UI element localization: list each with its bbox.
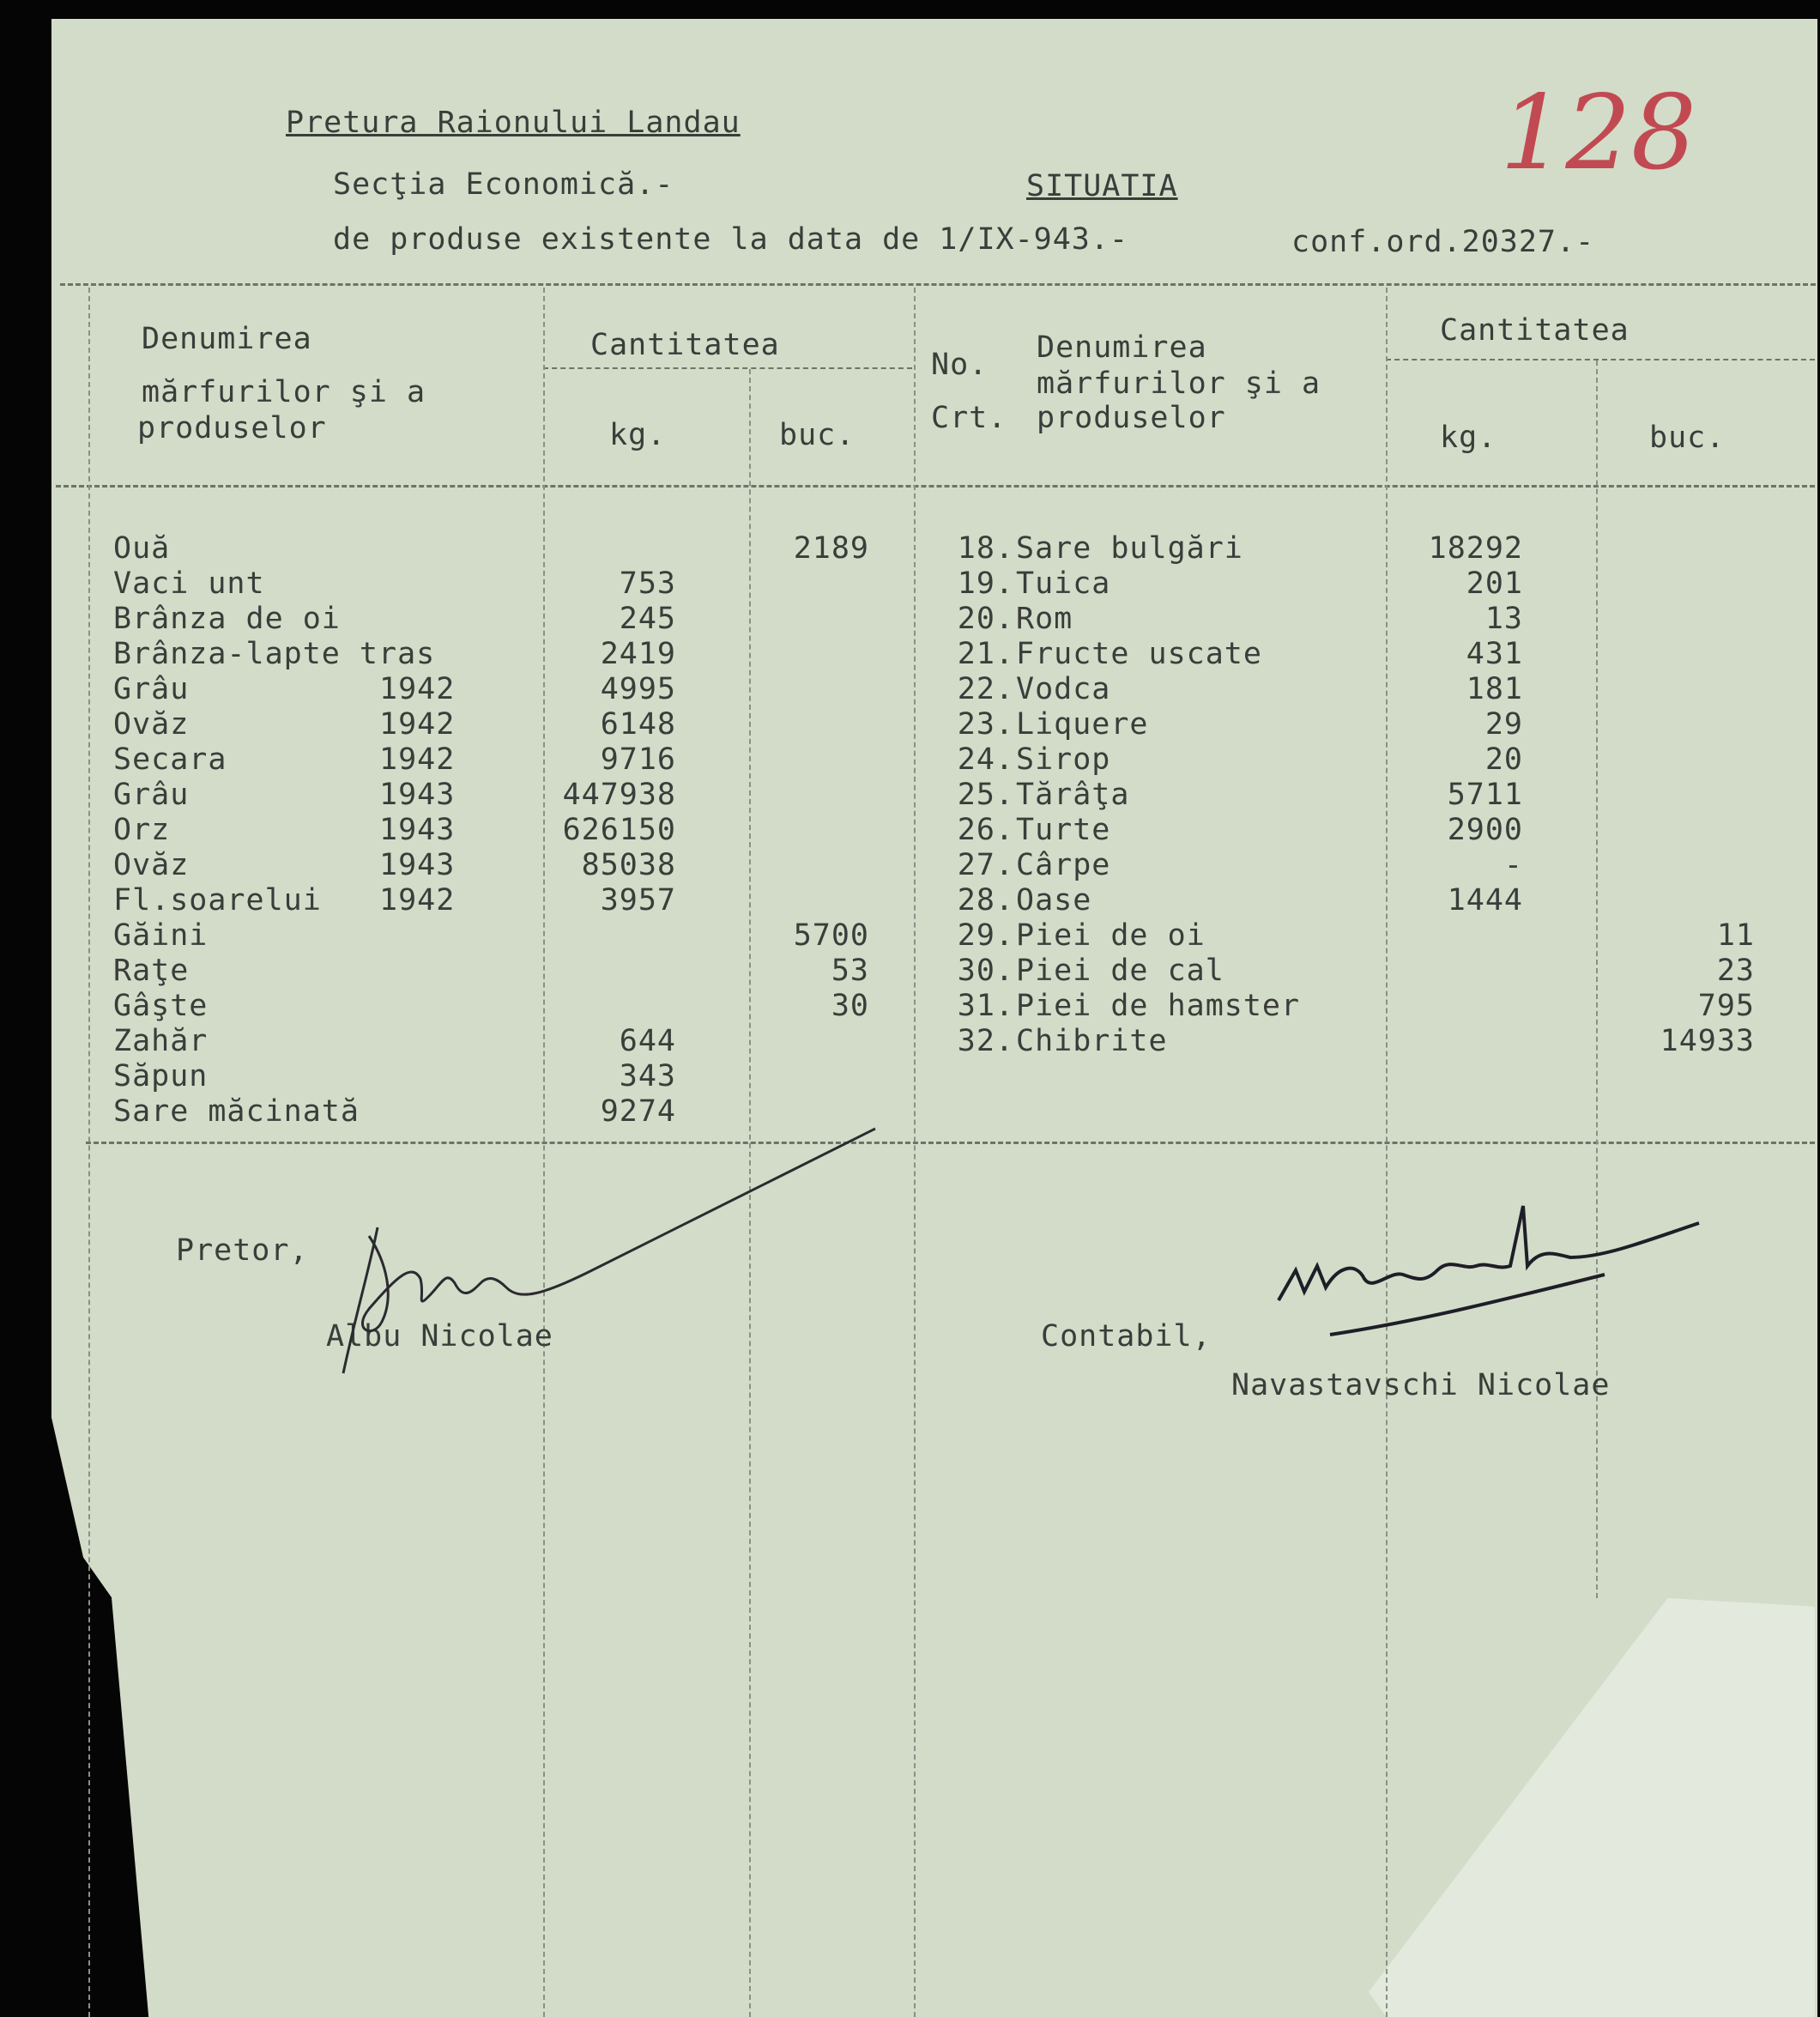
left-row-name: Vaci unt xyxy=(113,566,265,601)
left-row-kg: 6148 xyxy=(600,707,676,742)
right-row-number: 21. xyxy=(957,637,1014,671)
contabil-signature xyxy=(1244,1172,1708,1352)
left-row-kg: 626150 xyxy=(562,813,676,847)
right-row-name: Sare bulgări xyxy=(1016,531,1243,566)
left-row-kg: 245 xyxy=(619,602,676,636)
right-row-buc: 14933 xyxy=(1660,1024,1755,1058)
left-row-name: Brânza-lapte tras xyxy=(113,637,436,671)
left-row-name: Brânza de oi xyxy=(113,602,341,636)
right-buc-header: buc. xyxy=(1649,421,1726,455)
left-row-name: Fl.soarelui xyxy=(113,883,322,918)
right-row-number: 19. xyxy=(957,566,1014,601)
left-row-year: 1942 xyxy=(379,742,456,777)
left-row-year: 1942 xyxy=(379,672,456,706)
right-row-name: Vodca xyxy=(1016,672,1111,706)
right-row-number: 29. xyxy=(957,918,1014,953)
pretor-name: Albu Nicolae xyxy=(326,1319,553,1354)
left-row-name: Raţe xyxy=(113,954,190,988)
table-top-rule xyxy=(60,283,1816,286)
left-row-kg: 753 xyxy=(619,566,676,601)
right-row-number: 30. xyxy=(957,954,1014,988)
column-rule xyxy=(88,288,90,2017)
right-row-kg: 18292 xyxy=(1428,531,1523,566)
right-kg-header: kg. xyxy=(1440,421,1497,455)
left-row-kg: 4995 xyxy=(600,672,676,706)
left-buc-header: buc. xyxy=(779,418,856,452)
right-row-name: Piei de hamster xyxy=(1016,989,1301,1023)
right-row-number: 20. xyxy=(957,602,1014,636)
left-row-year: 1942 xyxy=(379,707,456,742)
pretor-label: Pretor, xyxy=(176,1233,309,1268)
right-row-number: 24. xyxy=(957,742,1014,777)
left-row-name: Săpun xyxy=(113,1059,209,1093)
right-row-kg: 181 xyxy=(1466,672,1523,706)
left-row-buc: 5700 xyxy=(793,918,869,953)
left-row-kg: 85038 xyxy=(581,848,676,882)
left-row-kg: 9274 xyxy=(600,1094,676,1129)
right-row-kg: 431 xyxy=(1466,637,1523,671)
right-row-name: Liquere xyxy=(1016,707,1149,742)
contabil-name: Navastavschi Nicolae xyxy=(1231,1368,1611,1402)
right-row-name: Piei de cal xyxy=(1016,954,1224,988)
left-row-name: Grâu xyxy=(113,778,190,812)
column-rule xyxy=(914,288,916,2017)
right-row-name: Turte xyxy=(1016,813,1111,847)
left-row-year: 1943 xyxy=(379,813,456,847)
left-row-year: 1943 xyxy=(379,848,456,882)
pretor-signature xyxy=(335,1124,884,1390)
left-row-year: 1943 xyxy=(379,778,456,812)
right-row-number: 22. xyxy=(957,672,1014,706)
right-row-number: 28. xyxy=(957,883,1014,918)
left-row-name: Găini xyxy=(113,918,209,953)
left-quantity-rule xyxy=(543,367,912,369)
right-row-name: Tuica xyxy=(1016,566,1111,601)
left-row-kg: 644 xyxy=(619,1024,676,1058)
right-row-name: Piei de oi xyxy=(1016,918,1206,953)
right-row-kg: 20 xyxy=(1484,742,1523,777)
document-subtitle: de produse existente la data de 1/IX-943.- xyxy=(333,222,1129,257)
right-crt-header: Crt. xyxy=(931,401,1007,435)
right-row-kg: 13 xyxy=(1484,602,1523,636)
contabil-label: Contabil, xyxy=(1041,1319,1212,1354)
left-row-name: Orz xyxy=(113,813,171,847)
right-quantity-header: Cantitatea xyxy=(1440,313,1630,348)
left-row-name: Gâşte xyxy=(113,989,209,1023)
right-row-number: 25. xyxy=(957,778,1014,812)
left-row-name: Sare măcinată xyxy=(113,1094,360,1129)
left-row-kg: 343 xyxy=(619,1059,676,1093)
right-row-kg: 29 xyxy=(1484,707,1523,742)
right-row-name: Oase xyxy=(1016,883,1092,918)
right-row-number: 31. xyxy=(957,989,1014,1023)
order-reference: conf.ord.20327.- xyxy=(1291,225,1595,259)
header-bottom-rule xyxy=(56,485,1815,488)
left-name-header-3: produselor xyxy=(137,411,327,445)
right-row-name: Rom xyxy=(1016,602,1073,636)
right-row-kg: 5711 xyxy=(1447,778,1523,812)
right-row-name: Cârpe xyxy=(1016,848,1111,882)
right-row-name: Sirop xyxy=(1016,742,1111,777)
right-row-number: 32. xyxy=(957,1024,1014,1058)
right-row-name: Tărâţa xyxy=(1016,778,1130,812)
right-no-header: No. xyxy=(931,348,989,382)
left-row-name: Ovăz xyxy=(113,848,190,882)
right-row-name: Chibrite xyxy=(1016,1024,1168,1058)
left-row-kg: 447938 xyxy=(562,778,676,812)
right-row-kg: 1444 xyxy=(1447,883,1523,918)
left-row-year: 1942 xyxy=(379,883,456,918)
right-row-number: 27. xyxy=(957,848,1014,882)
right-name-header-1: Denumirea xyxy=(1037,330,1207,365)
left-row-name: Ouă xyxy=(113,531,171,566)
right-quantity-rule xyxy=(1386,359,1815,360)
right-row-number: 26. xyxy=(957,813,1014,847)
right-row-kg: 201 xyxy=(1466,566,1523,601)
registry-stamp-number: 128 xyxy=(1500,74,1697,193)
left-row-kg: 3957 xyxy=(600,883,676,918)
left-row-buc: 30 xyxy=(831,989,869,1023)
right-row-buc: 11 xyxy=(1716,918,1755,953)
document-title: SITUATIA xyxy=(1026,169,1178,203)
institution-name: Pretura Raionului Landau xyxy=(286,106,741,140)
right-name-header-3: produselor xyxy=(1037,401,1226,435)
right-row-number: 23. xyxy=(957,707,1014,742)
right-row-kg: 2900 xyxy=(1447,813,1523,847)
right-name-header-2: mărfurilor şi a xyxy=(1037,366,1321,401)
section-name: Secţia Economică.- xyxy=(333,167,674,202)
left-row-name: Zahăr xyxy=(113,1024,209,1058)
right-row-name: Fructe uscate xyxy=(1016,637,1262,671)
left-name-header-2: mărfurilor şi a xyxy=(142,375,426,409)
right-row-number: 18. xyxy=(957,531,1014,566)
left-row-buc: 2189 xyxy=(793,531,869,566)
left-row-name: Ovăz xyxy=(113,707,190,742)
right-row-kg: - xyxy=(1503,848,1523,882)
left-row-kg: 9716 xyxy=(600,742,676,777)
right-row-buc: 795 xyxy=(1697,989,1755,1023)
left-name-header-1: Denumirea xyxy=(142,322,312,356)
right-row-buc: 23 xyxy=(1716,954,1755,988)
left-row-kg: 2419 xyxy=(600,637,676,671)
left-row-name: Grâu xyxy=(113,672,190,706)
left-row-buc: 53 xyxy=(831,954,869,988)
left-row-name: Secara xyxy=(113,742,227,777)
left-kg-header: kg. xyxy=(609,418,667,452)
left-quantity-header: Cantitatea xyxy=(590,328,780,362)
